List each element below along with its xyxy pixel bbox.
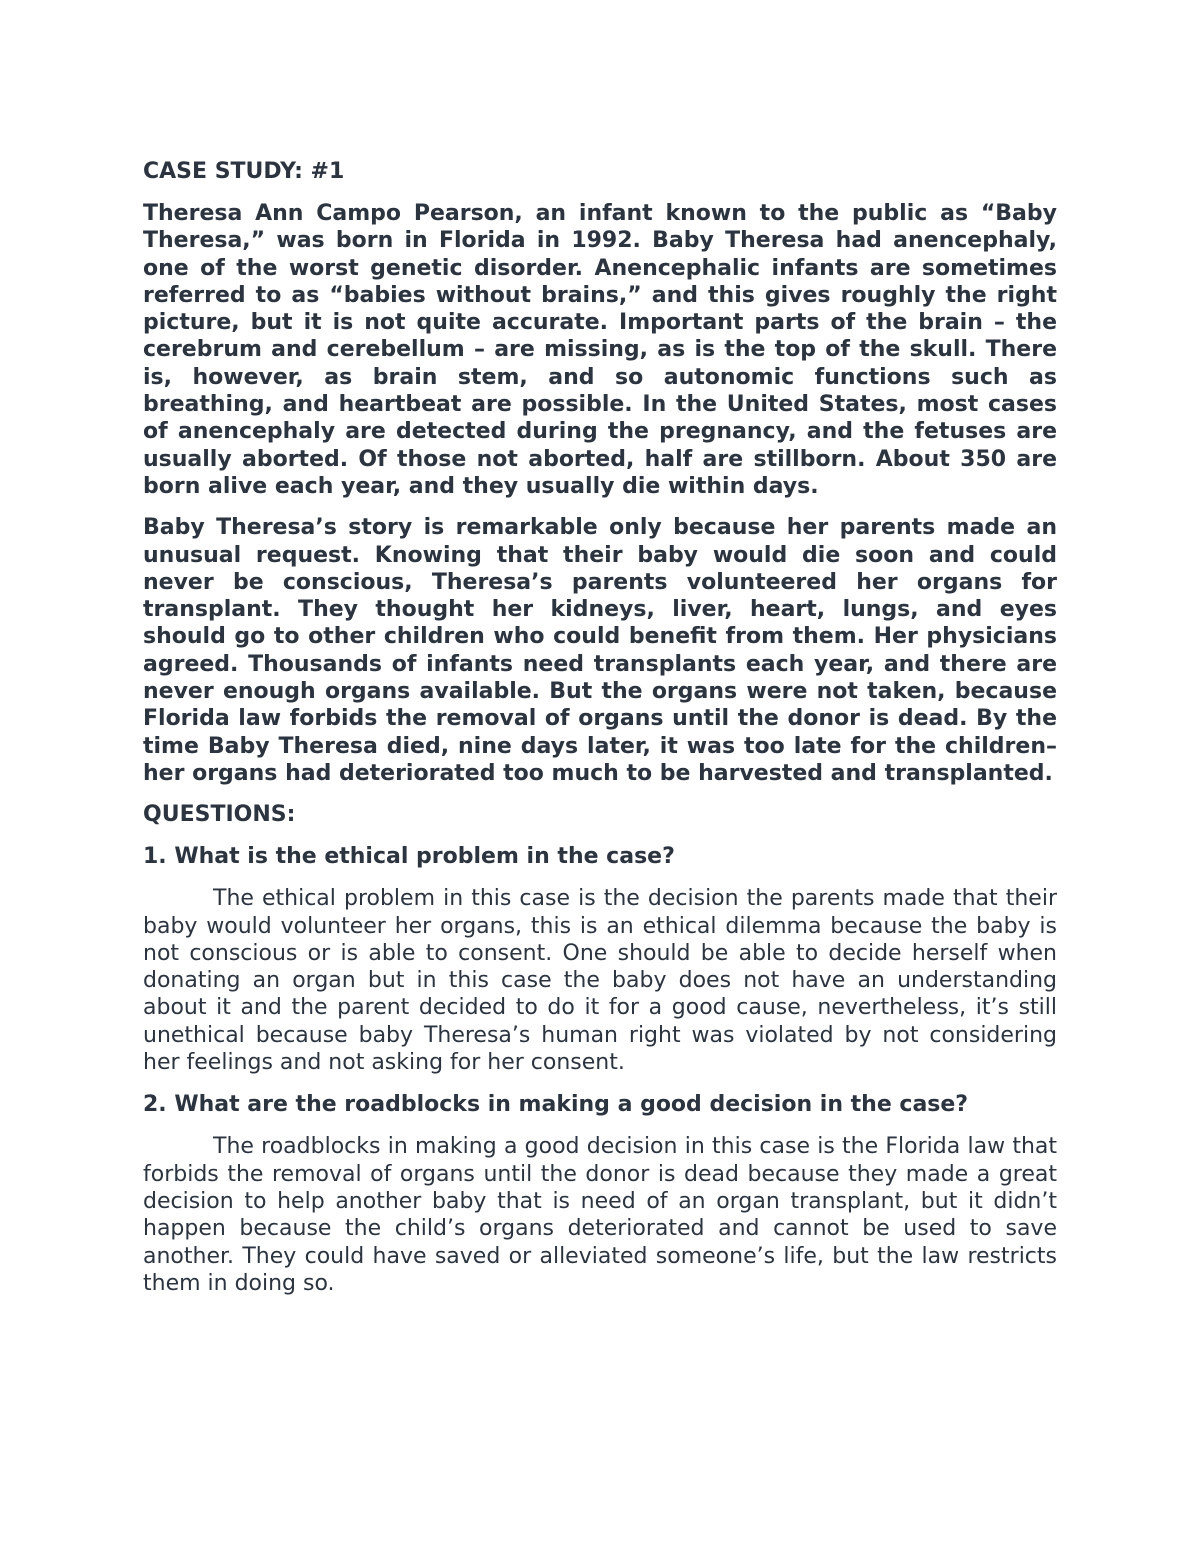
question-2: 2. What are the roadblocks in making a good decision in the case? <box>143 1092 969 1118</box>
questions-heading: QUESTIONS: <box>143 802 296 828</box>
answer-1: The ethical problem in this case is the decision the parents made that their baby would volunteer her organs, this is an ethical dilemma because the baby is not conscious or is able to consent. One should be able to decide herself when donating an organ but in this case the baby does not have an understanding about it and the parent decided to do it for a good cause, nevertheless, it’s still unethical because baby Theresa’s human right was violated by not considering her feelings and not asking for her consent. <box>143 886 1057 1076</box>
document-page <box>143 158 1057 1312</box>
case-study-title: CASE STUDY: #1 <box>143 159 345 184</box>
answer-2: The roadblocks in making a good decision in this case is the Florida law that forbids the removal of organs until the donor is dead because they made a great decision to help another baby that is need of an organ transplant, but it didn’t happen because the child’s organs deteriorated and cannot be used to save another. They could have saved or alleviated someone’s life, but the law restricts them in doing so. <box>143 1134 1057 1296</box>
question-1: 1. What is the ethical problem in the case? <box>143 844 675 870</box>
case-paragraph-1: Theresa Ann Campo Pearson, an infant known to the public as “Baby Theresa,” was born in Florida in 1992. Baby Theresa had anencephaly, one of the worst genetic disorder. Anencephalic infants are sometimes referred to as “babies without brains,” and this gives roughly the right picture, but it is not quite accurate. Important parts of the brain – the cerebrum and cerebellum – are missing, as is the top of the skull. There is, however, as brain stem, and so autonomic functions such as breathing, and heartbeat are possible. In the United States, most cases of anencephaly are detected during the pregnancy, and the fetuses are usually aborted. Of those not aborted, half are stillborn. About 350 are born alive each year, and they usually die within days. <box>143 201 1057 499</box>
case-paragraph-2: Baby Theresa’s story is remarkable only because her parents made an unusual request. Knowing that their baby would die soon and could never be conscious, Theresa’s parents volunteered her organs for transplant. They thought her kidneys, liver, heart, lungs, and eyes should go to other children who could benefit from them. Her physicians agreed. Thousands of infants need transplants each year, and there are never enough organs available. But the organs were not taken, because Florida law forbids the removal of organs until the donor is dead. By the time Baby Theresa died, nine days later, it was too late for the children– her organs had deteriorated too much to be harvested and transplanted. <box>143 515 1057 786</box>
